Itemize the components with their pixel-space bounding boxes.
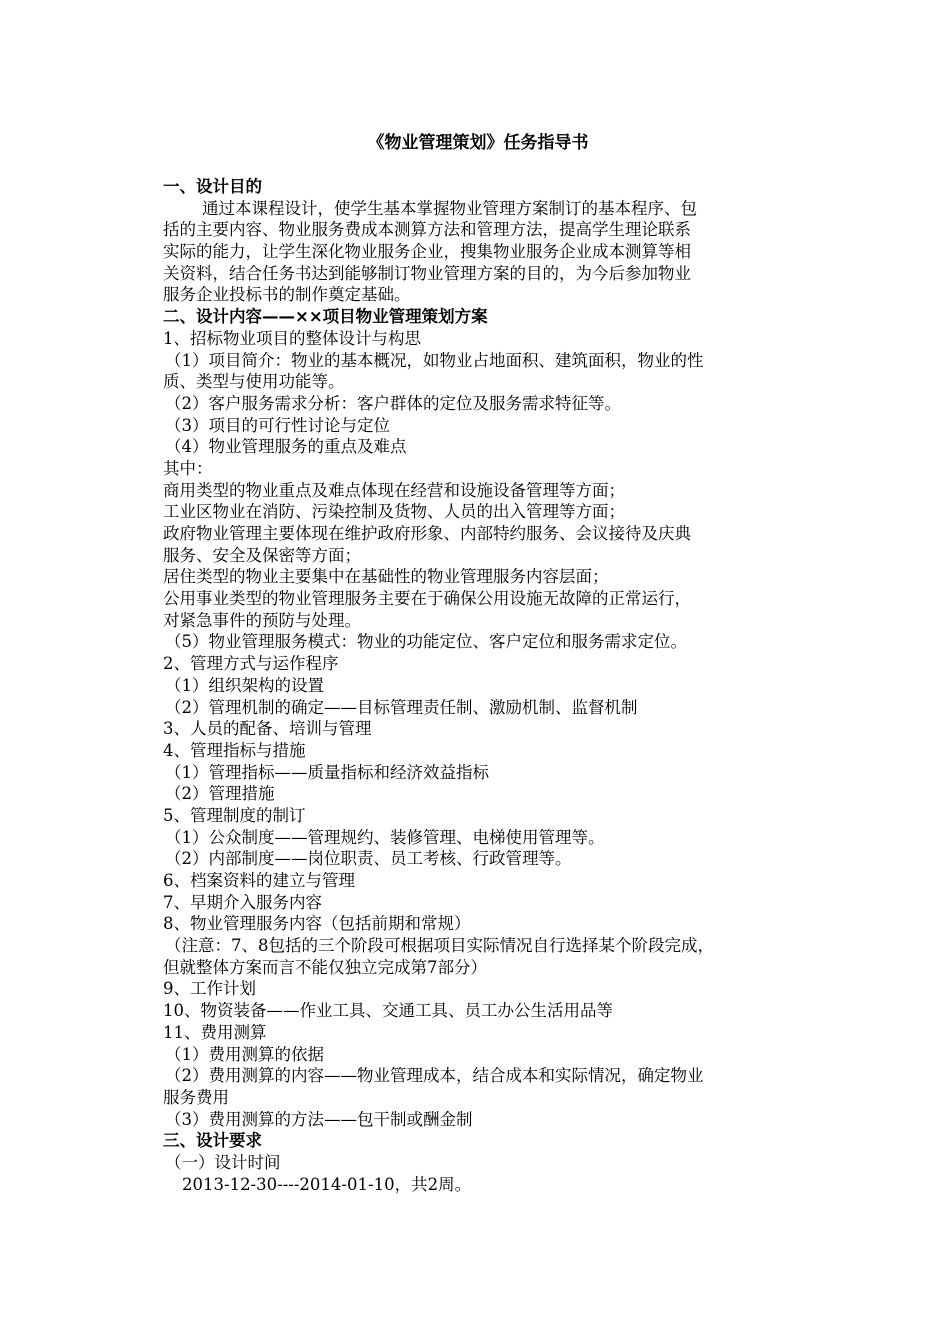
text-line: 服务费用 bbox=[163, 1087, 229, 1107]
text-line: 1、招标物业项目的整体设计与构思 bbox=[163, 328, 421, 348]
section-heading: 一、设计目的 bbox=[163, 177, 262, 196]
text-line: 6、档案资料的建立与管理 bbox=[163, 871, 355, 890]
text-line: 政府物业管理主要体现在维护政府形象、内部特约服务、会议接待及庆典 bbox=[163, 524, 691, 543]
text-line: （1）公众制度——管理规约、装修管理、电梯使用管理等。 bbox=[165, 827, 605, 847]
text-line: （2）费用测算的内容——物业管理成本，结合成本和实际情况，确定物业 bbox=[165, 1066, 704, 1086]
text-line: 其中： bbox=[163, 458, 213, 478]
text-line: （1）组织架构的设置 bbox=[165, 675, 324, 695]
text-line: （2）内部制度——岗位职责、员工考核、行政管理等。 bbox=[165, 849, 572, 869]
text-line: （1）管理指标——质量指标和经济效益指标 bbox=[165, 762, 489, 782]
text-line: （注意：7、8包括的三个阶段可根据项目实际情况自行选择某个阶段完成， bbox=[165, 936, 714, 956]
text-line: （2）管理机制的确定——目标管理责任制、激励机制、监督机制 bbox=[165, 697, 638, 717]
document-page bbox=[163, 131, 793, 1195]
text-line: 7、早期介入服务内容 bbox=[163, 892, 322, 912]
section-heading: 三、设计要求 bbox=[163, 1131, 262, 1151]
document-body bbox=[163, 176, 793, 1195]
text-line: 工业区物业在消防、污染控制及货物、人员的出入管理等方面； bbox=[163, 502, 625, 522]
text-line: （一）设计时间 bbox=[165, 1152, 281, 1172]
text-line: 通过本课程设计，使学生基本掌握物业管理方案制订的基本程序、包 bbox=[202, 198, 697, 218]
text-line: （3）费用测算的方法——包干制或酬金制 bbox=[165, 1109, 473, 1129]
text-line: 5、管理制度的制订 bbox=[163, 805, 306, 825]
text-line: 公用事业类型的物业管理服务主要在于确保公用设施无故障的正常运行， bbox=[163, 589, 691, 609]
text-line: 服务、安全及保密等方面； bbox=[163, 545, 361, 565]
text-line: 括的主要内容、物业服务费成本测算方法和管理方法，提高学生理论联系 bbox=[163, 220, 691, 240]
text-line: 2、管理方式与运作程序 bbox=[163, 654, 339, 674]
text-line: （1）项目简介：物业的基本概况，如物业占地面积、建筑面积，物业的性 bbox=[165, 350, 704, 370]
text-line: 9、工作计划 bbox=[163, 979, 256, 999]
text-line: （2）管理措施 bbox=[165, 784, 275, 804]
text-line: 4、管理指标与措施 bbox=[163, 740, 306, 760]
text-line: 居住类型的物业主要集中在基础性的物业管理服务内容层面； bbox=[163, 567, 609, 587]
text-line: 10、物资装备——作业工具、交通工具、员工办公生活用品等 bbox=[163, 1001, 613, 1021]
text-line: 服务企业投标书的制作奠定基础。 bbox=[163, 285, 411, 305]
text-line: 商用类型的物业重点及难点体现在经营和设施设备管理等方面； bbox=[163, 480, 625, 500]
text-line: 对紧急事件的预防与处理。 bbox=[163, 610, 361, 630]
document-title: 《物业管理策划》任务指导书 bbox=[367, 133, 589, 153]
text-line: （3）项目的可行性讨论与定位 bbox=[165, 415, 390, 435]
text-line: （1）费用测算的依据 bbox=[165, 1044, 324, 1064]
section-heading: 二、设计内容——××项目物业管理策划方案 bbox=[163, 307, 488, 327]
text-line: 2013-12-30----2014-01-10，共2周。 bbox=[182, 1174, 472, 1194]
text-line: 质、类型与使用功能等。 bbox=[163, 372, 345, 392]
text-line: 11、费用测算 bbox=[163, 1022, 267, 1042]
text-line: 3、人员的配备、培训与管理 bbox=[163, 719, 372, 739]
text-line: （2）客户服务需求分析：客户群体的定位及服务需求特征等。 bbox=[165, 393, 621, 413]
text-line: （5）物业管理服务模式：物业的功能定位、客户定位和服务需求定位。 bbox=[165, 632, 687, 652]
text-line: 8、物业管理服务内容（包括前期和常规） bbox=[163, 914, 471, 934]
text-line: （4）物业管理服务的重点及难点 bbox=[165, 437, 407, 457]
text-line: 但就整体方案而言不能仅独立完成第7部分） bbox=[163, 957, 487, 977]
text-line: 关资料，结合任务书达到能够制订物业管理方案的目的，为今后参加物业 bbox=[163, 263, 691, 283]
text-line: 实际的能力，让学生深化物业服务企业，搜集物业服务企业成本测算等相 bbox=[163, 242, 691, 262]
